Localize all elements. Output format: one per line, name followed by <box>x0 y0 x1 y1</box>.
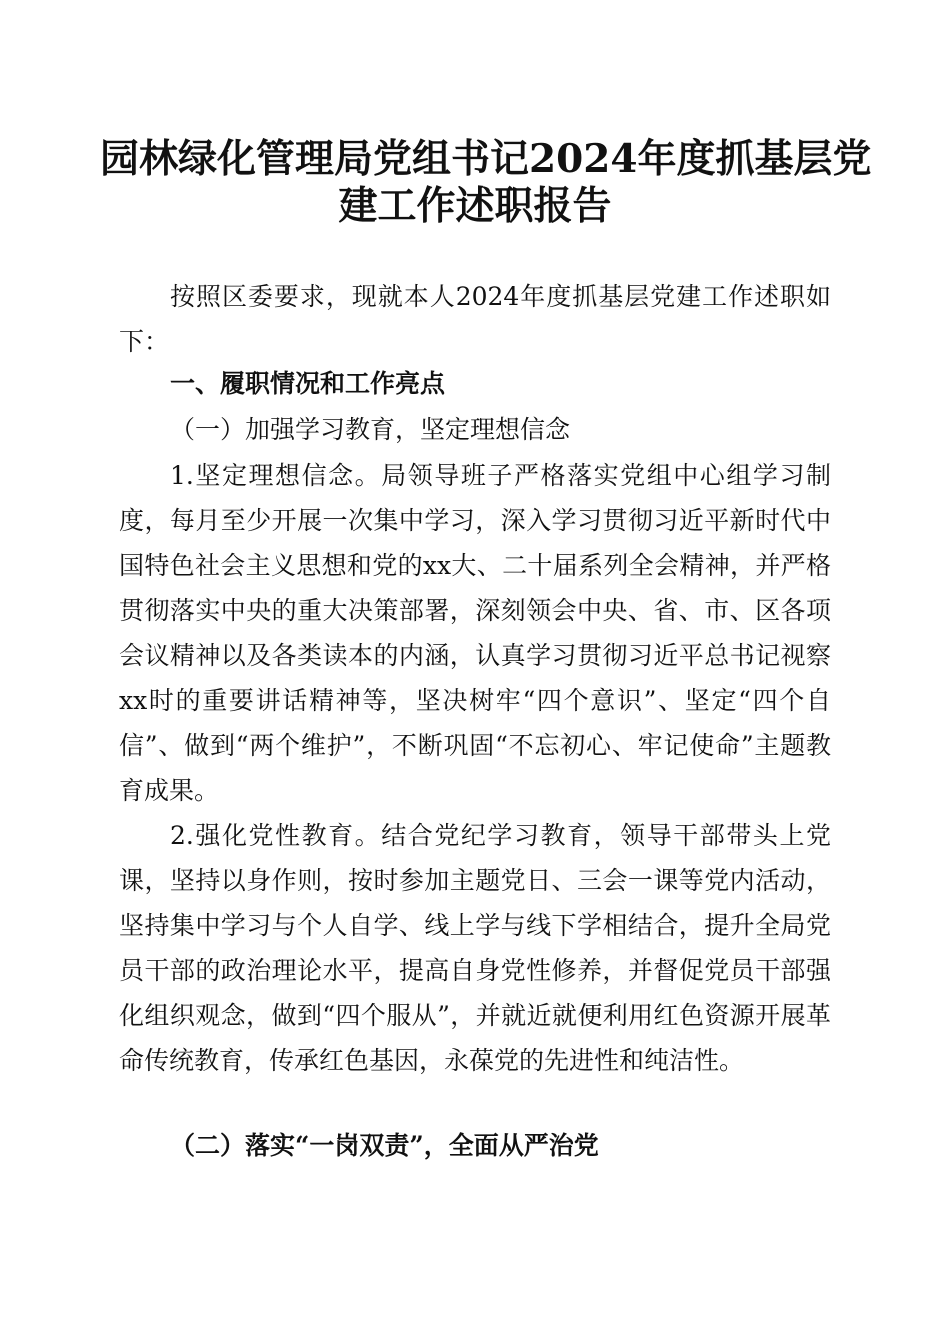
subsection-1-heading: （一）加强学习教育，坚定理想信念 <box>170 415 571 444</box>
document-title-line-1: 园林绿化管理局党组书记2024年度抓基层党 <box>100 136 872 182</box>
document-title-line-2: 建工作述职报告 <box>338 183 612 229</box>
intro-paragraph <box>119 274 831 364</box>
paragraph-1 <box>119 453 831 813</box>
paragraph-1-text: 1.坚定理想信念。局领导班子严格落实党组中心组学习制度，每月至少开展一次集中学习，深入学习贯彻习近平新时代中国特色社会主义思想和党的xx大、二十届系列全会精神，并严格贯彻落实中央的重大决策部署，深刻领会中央、省、市、区各项会议精神以及各类读本的内涵，认真学习贯彻习近平总书记视察xx时的重要讲话精神等，坚决树牢“四个意识”、坚定“四个自信”、做到“两个维护”，不断巩固“不忘初心、牢记使命”主题教育成果。 <box>119 461 831 805</box>
paragraph-2-text: 2.强化党性教育。结合党纪学习教育，领导干部带头上党课，坚持以身作则，按时参加主题党日、三会一课等党内活动，坚持集中学习与个人自学、线上学与线下学相结合，提升全局党员干部的政治理论水平，提高自身党性修养，并督促党员干部强化组织观念，做到“四个服从”，并就近就便利用红色资源开展革命传统教育，传承红色基因，永葆党的先进性和纯洁性。 <box>119 821 831 1075</box>
subsection-2-heading: （二）落实“一岗双责”，全面从严治党 <box>170 1131 599 1160</box>
intro-text: 按照区委要求，现就本人2024年度抓基层党建工作述职如下： <box>119 282 831 356</box>
paragraph-2 <box>119 813 831 1083</box>
section-1-heading: 一、履职情况和工作亮点 <box>170 369 446 398</box>
